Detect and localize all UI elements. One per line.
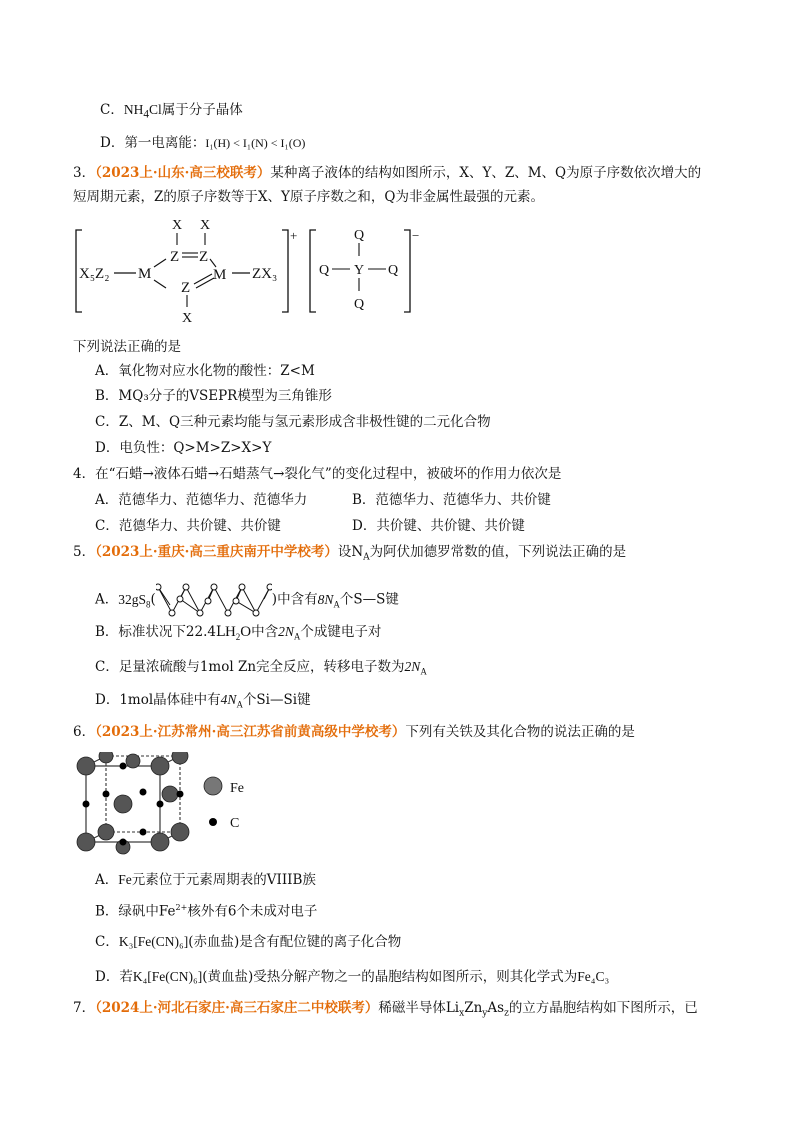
- stem-text: 短周期元素，Z的原子序数等于X、Y原子序数之和，Q为非金属性最强的元素。: [73, 189, 544, 205]
- q3-stem-line2: [73, 187, 544, 207]
- atom-z-2: Z: [199, 249, 209, 265]
- q6-option-d: D．若K₄[Fe(CN)₆](黄血盐)受热分解产物之一的晶胞结构如图所示，则其化学式为Fe₄C₃: [95, 969, 610, 985]
- atom-q-left: Q: [319, 263, 330, 278]
- stem-text: 某种离子液体的结构如图所示，X、Y、Z、M、Q为原子序数依次增大的: [270, 165, 702, 181]
- stem-text: 在“石蜡→液体石蜡→石蜡蒸气→裂化气”的变化过程中，被破坏的作用力依次是: [95, 466, 562, 482]
- stem-text: 设$N_A$为阿伏加德罗常数的值，下列说法正确的是: [337, 544, 627, 563]
- question-source: （2024上·河北石家庄·高三石家庄二中校联考）: [95, 1000, 379, 1016]
- left-group: X₅Z₂: [79, 266, 110, 282]
- prev-option-d: [100, 133, 305, 153]
- q3-prompt: 下列说法正确的是: [73, 339, 181, 355]
- fe-legend-icon: [204, 777, 222, 795]
- formula: I₁(H) < I₁(N) < I₁(O): [205, 136, 306, 150]
- option-letter: A．: [95, 363, 119, 379]
- atom-z-1: Z: [170, 249, 180, 265]
- question-number: 4．: [73, 466, 96, 482]
- q5-stem: [73, 542, 626, 568]
- option-text: MQ₃分子的VSEPR模型为三角锥形: [118, 388, 332, 404]
- option-letter: B．: [95, 388, 119, 404]
- q7-stem: [73, 998, 698, 1024]
- q5-option-d: D．1mol晶体硅中有$4N_A$个Si—Si键: [95, 692, 311, 710]
- question-number: 7．: [73, 1000, 96, 1016]
- stem-text: 稀磁半导体$Li_xZn_yAs_z$的立方晶胞结构如下图所示，已: [378, 1000, 698, 1019]
- q3-stem-line1: [73, 163, 701, 183]
- question-number: 5．: [73, 544, 96, 560]
- q3-option-a: [95, 361, 315, 381]
- option-text: 第一电离能：: [124, 135, 206, 151]
- option-letter: D．: [100, 135, 125, 151]
- ionic-liquid-structure: [70, 212, 430, 330]
- anion-charge: −: [412, 228, 420, 243]
- atom-m-right: M: [213, 267, 227, 283]
- q3-option-d: [95, 438, 271, 458]
- q3-option-b: [95, 386, 332, 406]
- s8-ring-structure: [156, 583, 272, 617]
- q6-stem: [73, 722, 635, 742]
- q5-option-c: C．足量浓硫酸与1mol Zn完全反应，转移电子数为$2N_A$: [95, 659, 427, 677]
- legend-c: C: [230, 816, 240, 831]
- right-group: ZX₃: [252, 266, 278, 282]
- q6-option-c: C．K₃[Fe(CN)₆](赤血盐)是含有配位键的离子化合物: [95, 934, 402, 950]
- atom-x-top1: X: [172, 218, 183, 233]
- atom-q-right: Q: [388, 263, 399, 278]
- q4-option-d: D．共价键、共价键、共价键: [352, 518, 525, 534]
- option-text: 电负性：Q>M>Z>X>Y: [119, 440, 272, 456]
- atom-z-3: Z: [181, 280, 191, 296]
- question-source: （2023上·重庆·高三重庆南开中学校考）: [95, 544, 338, 560]
- prev-option-c: [100, 100, 243, 125]
- q5-option-b: B．标准状况下$22.4LH_2O$中含$2N_A$个成键电子对: [95, 624, 382, 642]
- q6-option-a: A．Fe元素位于元素周期表的VIIIB族: [95, 872, 316, 888]
- stem-text: 下列有关铁及其化合物的说法正确的是: [405, 724, 635, 740]
- question-number: 3．: [73, 165, 96, 181]
- formula: $NH_4Cl$: [123, 102, 162, 121]
- question-source: （2023上·江苏常州·高三江苏省前黄高级中学校考）: [95, 724, 406, 740]
- atom-y: Y: [354, 263, 365, 278]
- fe-c-unit-cell: [70, 752, 270, 860]
- atom-q-bottom: Q: [354, 297, 365, 312]
- q4-option-a: A．范德华力、范德华力、范德华力: [95, 492, 308, 508]
- question-number: 6．: [73, 724, 96, 740]
- question-source: （2023上·山东·高三校联考）: [95, 165, 271, 181]
- q5-option-a: A．$32gS_8$( )中含有$8N_A$个S—S键: [95, 583, 399, 617]
- option-text: 属于分子晶体: [161, 102, 243, 118]
- atom-x-bottom: X: [182, 311, 193, 326]
- q4-stem: [73, 464, 561, 484]
- atom-q-top: Q: [354, 228, 365, 243]
- atom-x-top2: X: [200, 218, 211, 233]
- q3-option-c: [95, 412, 491, 432]
- legend-fe: Fe: [230, 781, 244, 796]
- atom-m-left: M: [138, 266, 152, 282]
- option-letter: C．: [100, 102, 124, 118]
- q6-option-b: B．绿矾中$Fe^{2+}$核外有6个未成对电子: [95, 903, 318, 920]
- option-text: Z、M、Q三种元素均能与氢元素形成含非极性键的二元化合物: [118, 414, 491, 430]
- option-text: 氧化物对应水化物的酸性：Z<M: [118, 363, 315, 379]
- q4-option-b: B．范德华力、范德华力、共价键: [352, 492, 551, 508]
- option-letter: C．: [95, 414, 119, 430]
- option-letter: D．: [95, 440, 120, 456]
- q4-option-c: C．范德华力、共价键、共价键: [95, 518, 281, 534]
- cation-charge: +: [290, 228, 298, 243]
- c-legend-icon: [209, 818, 217, 826]
